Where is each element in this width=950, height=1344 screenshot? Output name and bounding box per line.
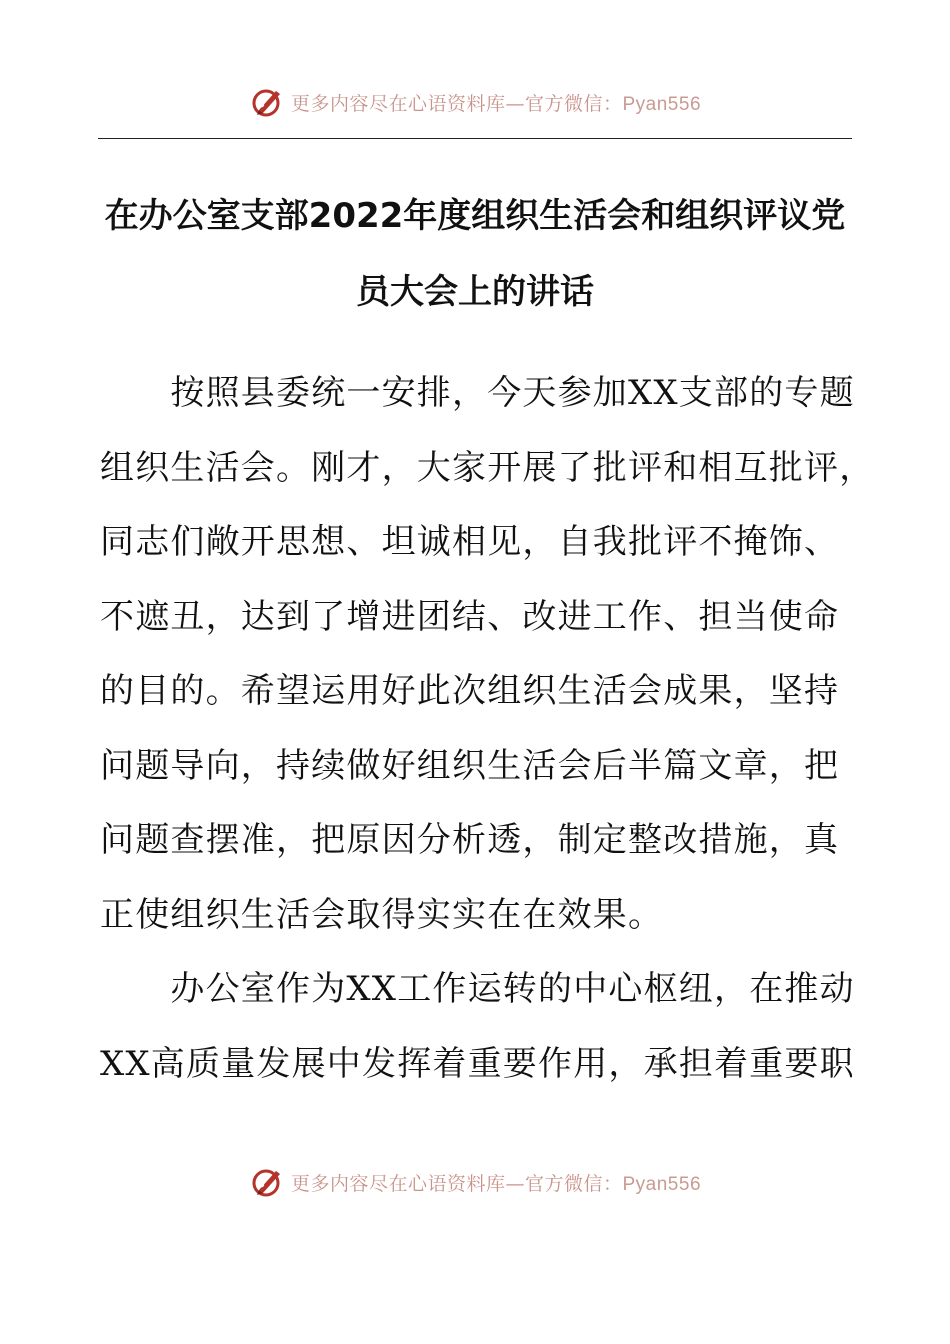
text-line: 按照县委统一安排，今天参加XX支部的专题 xyxy=(100,373,855,413)
pen-logo-icon xyxy=(249,84,285,120)
title-line: 员大会上的讲话 xyxy=(356,272,594,312)
text-line: 问题查摆准，把原因分析透，制定整改措施，真 xyxy=(100,820,840,860)
footer-banner xyxy=(249,1164,701,1200)
header-banner xyxy=(249,84,701,120)
text-line: 问题导向，持续做好组织生活会后半篇文章，把 xyxy=(100,745,840,786)
text-line: 办公室作为XX工作运转的中心枢纽，在推动 xyxy=(100,969,855,1009)
header-banner-label: 更多内容尽在心语资料库—官方微信： xyxy=(290,92,623,115)
text-line: 的目的。希望运用好此次组织生活会成果，坚持 xyxy=(100,671,840,711)
document-title xyxy=(98,178,852,330)
footer-banner-label: 更多内容尽在心语资料库—官方微信： xyxy=(290,1172,623,1195)
page-header xyxy=(0,84,950,120)
page-footer xyxy=(0,1164,950,1200)
text-line: 组织生活会。刚才，大家开展了批评和相互批评， xyxy=(100,447,875,488)
footer-wechat-id: Pyan556 xyxy=(622,1173,702,1195)
text-line: XX高质量发展中发挥着重要作用，承担着重要职 xyxy=(100,1043,855,1084)
text-line: 正使组织生活会取得实实在在效果。 xyxy=(100,894,664,935)
header-divider xyxy=(98,138,852,139)
title-line: 在办公室支部2022年度组织生活会和组织评议党 xyxy=(104,196,846,236)
paragraph-2 xyxy=(100,952,860,1101)
header-banner-text xyxy=(291,89,701,116)
paragraph-1 xyxy=(100,356,875,952)
document-body xyxy=(100,356,875,1101)
text-line: 同志们敞开思想、坦诚相见，自我批评不掩饰、 xyxy=(100,522,840,562)
header-wechat-id: Pyan556 xyxy=(622,93,702,115)
text-line: 不遮丑，达到了增进团结、改进工作、担当使命 xyxy=(100,596,840,637)
footer-banner-text xyxy=(291,1169,701,1196)
pen-logo-icon xyxy=(249,1164,285,1200)
